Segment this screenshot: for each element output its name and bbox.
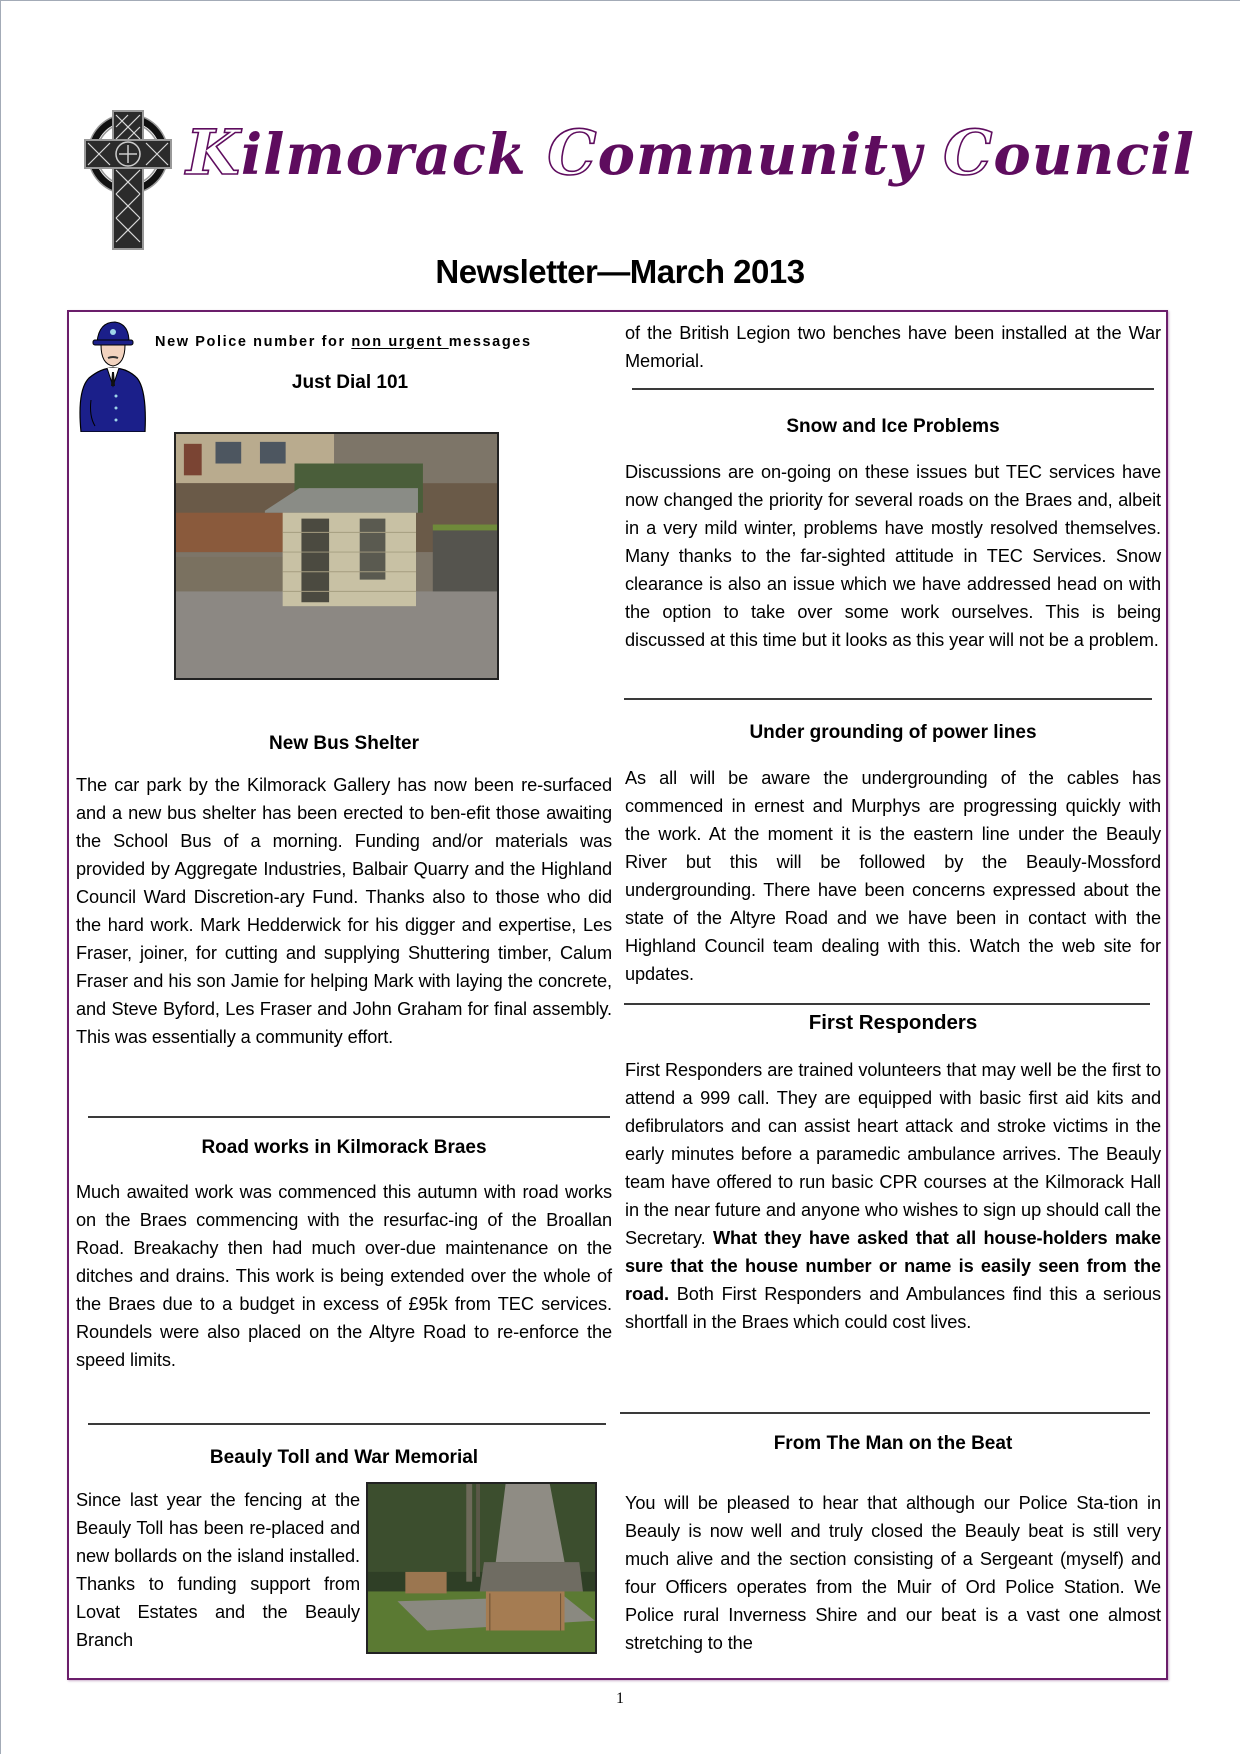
first-responders-text: First Responders are trained volunteers that may well be the first to attend a 999 call. They are equipped with basic first aid kits and defibrulators and can assist heart attack and stroke victims in the early minutes before a paramedic ambulance arrives. The Beauly team have offered to run basic CPR courses at the Kilmorack Hall in the near future and anyone who wishes to sign up should call the Secretary.	[625, 1060, 1161, 1248]
section-divider	[632, 388, 1154, 390]
section-body-power-lines: As all will be aware the undergrounding of the cables has commenced in ernest and Murphys are progressing quickly with the work. At the moment it is the eastern line under the Beauly River but this will be followed by the Beauly-Mossford undergrounding. There have been concerns expressed about the state of the Altyre Road and we have been in contact with the Highland Council team dealing with this. Watch the web site for updates.	[625, 768, 1161, 984]
title-initial: C	[547, 116, 598, 189]
section-body-road-works: Much awaited work was commenced this autumn with road works on the Braes commencing with the resurfac-ing of the Broallan Road. Breakachy then had much over-due maintenance on the ditches and drains. This work is being extended over the whole of the Braes due to a budget in excess of £95k from TEC services. Roundels were also placed on the Altyre Road to re-enforce the speed limits.	[76, 1182, 612, 1370]
section-heading-bus-shelter: New Bus Shelter	[269, 733, 419, 754]
section-heading-snow-ice: Snow and Ice Problems	[786, 416, 1000, 437]
section-heading-beauly-toll: Beauly Toll and War Memorial	[209, 1447, 479, 1468]
title-part: ouncil	[993, 122, 1195, 188]
section-divider	[88, 1423, 606, 1425]
section-heading-first-responders: First Responders	[808, 1011, 978, 1034]
police-notice-text	[155, 334, 532, 350]
section-body-beauly-toll: Since last year the fencing at the Beauly Toll has been re-placed and new bollards on the island installed. Thanks to funding support from Lovat Estates and the Beauly Branch	[76, 1490, 360, 1650]
first-responders-text: Both First Responders and Ambulances find this a serious shortfall in the Braes which could cost lives.	[625, 1284, 1161, 1332]
section-heading-man-on-beat: From The Man on the Beat	[773, 1433, 1013, 1454]
page-edge	[0, 0, 1240, 1]
section-body-first-responders	[625, 1056, 1161, 1336]
policeman-icon	[75, 320, 149, 432]
section-body-man-on-beat: You will be pleased to hear that although our Police Sta-tion in Beauly is now well and truly closed the Beauly beat is still very much alive and the section consisting of a Sergeant (myself) and four Officers operates from the Muir of Ord Police Station. We Police rural Inverness Shire and our beat is a vast one almost stretching to the	[625, 1493, 1161, 1653]
first-responders-emphasis: What they have asked that all house-holders make sure that the house number or name is easily seen from the road.	[625, 1228, 1161, 1304]
newsletter-title: Newsletter—March 2013	[435, 253, 805, 290]
section-divider	[88, 1116, 610, 1118]
section-divider	[624, 1003, 1150, 1005]
police-notice-underlined: non urgent	[351, 334, 449, 350]
section-body-bus-shelter: The car park by the Kilmorack Gallery has now been re-surfaced and a new bus shelter has been erected to ben-efit those awaiting the School Bus of a morning. Funding and/or materials was provided by Aggregate Industries, Balbair Quarry and the Highland Council Ward Discretion-ary Fund. Thanks also to those who did the hard work. Mark Hedderwick for his digger and expertise, Les Fraser, joiner, for cutting and supplying Shuttering timber, Calum Fraser and his son Jamie for helping Mark with laying the concrete, and Steve Byford, Les Fraser and John Graham for final assembly. This was essentially a community effort.	[76, 775, 612, 1047]
section-body-snow-ice: Discussions are on-going on these issues but TEC services have now changed the priority for several roads on the Braes and, albeit in a very mild winter, problems have mostly resolved themselves. Many thanks to the far-sighted attitude in TEC Services. Snow clearance is also an issue which we have addressed head on with the option to take over some work ourselves. This is being discussed at this time but it looks as this year will not be a problem.	[625, 462, 1161, 650]
title-part: ommunity	[597, 122, 944, 188]
war-memorial-photo	[366, 1482, 597, 1654]
police-notice-suffix: messages	[448, 334, 532, 350]
celtic-cross-icon	[84, 110, 172, 250]
section-heading-power-lines: Under grounding of power lines	[749, 722, 1037, 743]
title-part: ilmorack	[240, 122, 548, 188]
police-dial-number: Just Dial 101	[291, 372, 409, 393]
police-notice-prefix: New Police number for	[155, 334, 352, 350]
bus-shelter-photo	[174, 432, 499, 680]
page-number: 1	[616, 1690, 624, 1707]
section-divider	[620, 1412, 1150, 1414]
title-initial: K	[186, 116, 241, 189]
title-initial: C	[943, 116, 994, 189]
masthead-title	[186, 118, 1195, 190]
section-body-beauly-toll-continued: of the British Legion two benches have been installed at the War Memorial.	[625, 323, 1161, 371]
section-heading-road-works: Road works in Kilmorack Braes	[201, 1137, 487, 1158]
section-divider	[624, 698, 1152, 700]
